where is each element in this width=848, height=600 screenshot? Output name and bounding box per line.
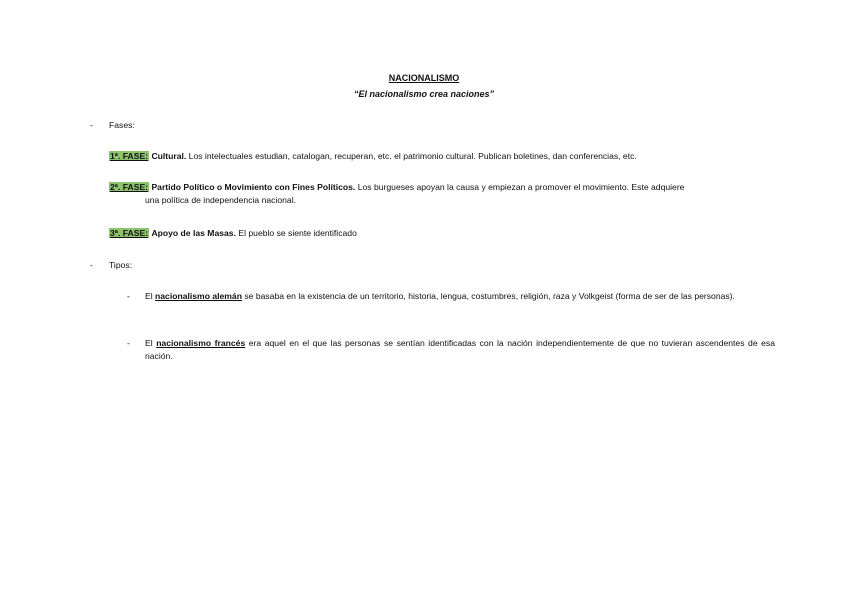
phase-1-heading: Cultural.	[151, 151, 187, 161]
bullet-dash: -	[127, 338, 130, 348]
bullet-dash: -	[90, 120, 93, 130]
tipo-aleman-text	[145, 290, 775, 303]
bullet-dash: -	[90, 260, 93, 270]
phase-1-text: Los intelectuales estudian, catalogan, recuperan, etc. el patrimonio cultural. Publican boletines, dan conferencias, etc.	[186, 151, 637, 161]
tipo-frances-body: era aquel en el que las personas se sentían identificadas con la nación independientemente de que no tuvieran ascendentes de esa nación.	[145, 338, 775, 361]
tipo-aleman-prefix: El	[145, 291, 156, 301]
phase-3-heading: Apoyo de las Masas.	[151, 228, 236, 238]
phase-2-heading: Partido Político o Movimiento con Fines Políticos.	[151, 182, 356, 192]
phase-2-continuation: una política de independencia nacional.	[145, 194, 296, 205]
fases-label: Fases:	[109, 120, 135, 130]
document-subtitle: “El nacionalismo crea naciones”	[353, 89, 495, 99]
phase-1	[109, 150, 774, 163]
phase-2	[109, 181, 774, 207]
tipos-label: Tipos:	[109, 260, 133, 270]
tipo-frances-term: nacionalismo francés	[156, 338, 246, 348]
phase-2-tag: 2ª. FASE:	[110, 182, 149, 192]
tipo-aleman-term: nacionalismo alemán	[155, 291, 242, 301]
tipos-heading	[90, 259, 132, 272]
tipo-item-aleman	[127, 290, 775, 303]
phase-3-tag: 3ª. FASE:	[110, 228, 149, 238]
tipo-aleman-body: se basaba en la existencia de un territorio, historia, lengua, costumbres, religión, raza y Volkgeist (forma de ser de las personas).	[241, 291, 735, 301]
bullet-dash: -	[127, 291, 130, 301]
phase-1-tag: 1ª. FASE:	[110, 151, 149, 161]
fases-heading	[90, 119, 135, 132]
phase-3-text: El pueblo se siente identificado	[235, 228, 357, 238]
tipo-frances-prefix: El	[145, 338, 157, 348]
phase-2-text: Los burgueses apoyan la causa y empiezan a promover el movimiento. Este adquiere	[355, 182, 685, 192]
tipo-frances-text	[145, 337, 775, 363]
tipo-item-frances	[127, 337, 775, 363]
document-title: NACIONALISMO	[388, 73, 460, 83]
phase-3	[109, 227, 774, 240]
